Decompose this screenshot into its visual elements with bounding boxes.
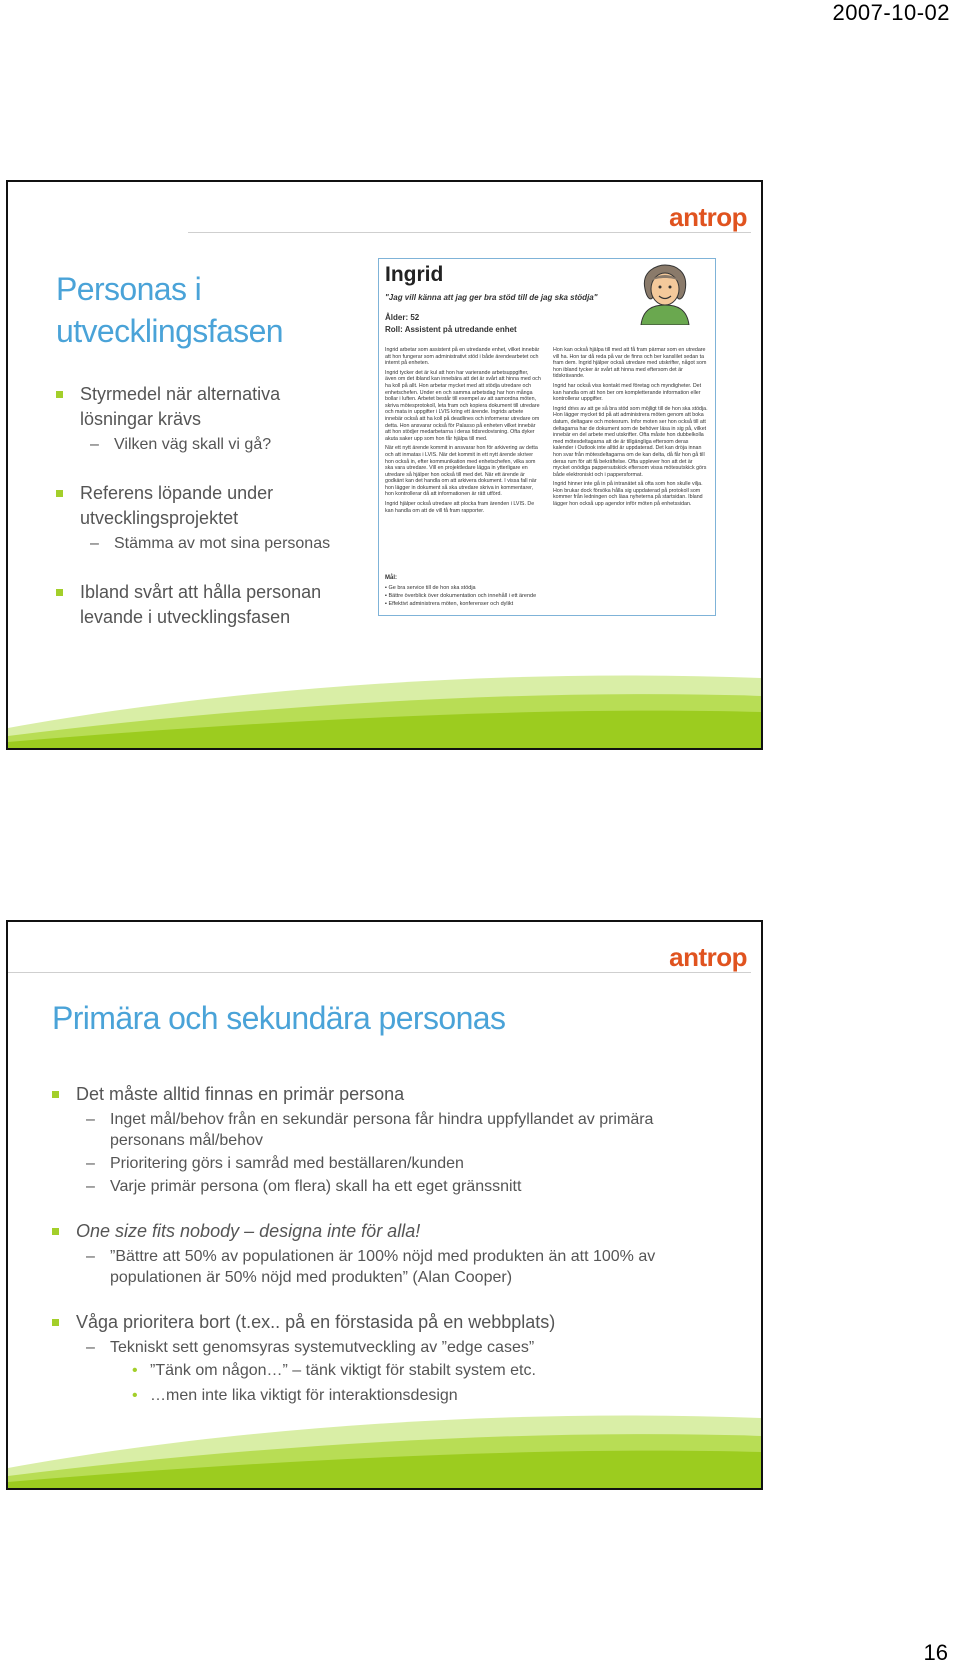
sub-bullet: – Varje primär persona (om flera) skall ha ett eget gränssnitt <box>52 1176 732 1197</box>
persona-card <box>378 258 716 616</box>
bullet-list <box>56 382 356 630</box>
persona-avatar-icon <box>627 263 703 325</box>
goal-item: ▪ Ge bra service till de hon ska stödja <box>385 584 536 592</box>
sub-bullet: – ”Bättre att 50% av populationen är 100% nöjd med produkten än att 100% av populationen är 50% nöjd med produkten” (Alan Cooper) <box>52 1246 732 1288</box>
sub-bullet: – Tekniskt sett genomsyras systemutveckling av ”edge cases” <box>52 1337 732 1358</box>
header-rule <box>188 232 751 233</box>
goal-item: ▪ Effektivt administrera möten, konferenser och dylikt <box>385 600 536 608</box>
bullet: Referens löpande under utvecklingsprojektet <box>56 481 356 531</box>
sub-sub-bullet: • ”Tänk om någon…” – tänk viktigt för stabilt system etc. <box>52 1358 732 1383</box>
bullet: Det måste alltid finnas en primär persona <box>52 1082 732 1107</box>
bullet: One size fits nobody – designa inte för alla! <box>52 1219 732 1244</box>
bullet: Ibland svårt att hålla personan levande i utvecklingsfasen <box>56 580 356 630</box>
persona-goals-list <box>385 584 536 608</box>
antrop-logo: antrop <box>669 202 747 232</box>
slide-primara-sekundara-personas <box>6 920 763 1490</box>
persona-text-right: Hon kan också hjälpa till med att få fram pärmar som en utredare vill ha. Hon tar då reda på var de finns och ber kanslilet sedan ta fram dem. Ingrid hjälper också utredare med utskrifter, något som hon ibland tycker är svårt att hinna med eftersom det är tidskrävande. Ingrid har också viss kontakt med företag och myndigheter. Det kan handla om att hon ber om kompletterande information eller kontrollerar uppgifter. Ingrid drivs av att ge så bra stöd som möjligt till de hon ska stödja. Hon lägger mycket tid på att administrera möten genom att boka datum, deltagare och motesrum. Infor moten ser hon också till att deltagarna har de dokument som de behöver läsa in sig på, vilket innebär en del arbete med utskrifter. Ofta måste hon dubbelkolla med mötesdeltagarna att de är tillgängliga eftersom deras kalender i Outlook inte alltid är uppdaterad. Det kan dröja innan hon svar från mötesdeltagarna om de kan delta, då får hon gå till deras rum för att få bekräftelse. Ofta upplever hon att det är mycket onödiga pappersutskick eftersom vissa mötesutskick görs både elektroniskt och i pappersformat. Ingrid hinner inte gå in på intranätet så ofta som hon skulle vilja. Hon brukar dock försöka hålla sig uppdaterad på protokoll som kommer från ledningen och läsa nyheterna på startsidan. Ibland lägger hon också upp agendor inför möten på enhetssidan. <box>553 347 708 508</box>
sub-sub-bullet: • …men inte lika viktigt för interaktionsdesign <box>52 1383 732 1408</box>
slide-title: Primära och sekundära personas <box>52 1000 506 1036</box>
persona-age: Ålder: 52 <box>385 313 420 322</box>
sub-bullet: – Stämma av mot sina personas <box>56 533 356 554</box>
sub-bullet: – Vilken väg skall vi gå? <box>56 434 356 455</box>
bullet: Våga prioritera bort (t.ex.. på en förstasida på en webbplats) <box>52 1310 732 1335</box>
bullet: Styrmedel när alternativa lösningar krävs <box>56 382 356 432</box>
persona-quote: "Jag vill känna att jag ger bra stöd till de jag ska stödja" <box>385 293 598 302</box>
slide-personas-utvecklingsfasen <box>6 180 763 750</box>
green-wave-decoration <box>8 1408 761 1488</box>
antrop-logo: antrop <box>669 942 747 972</box>
slide-title: Personas i utvecklingsfasen <box>56 271 283 349</box>
page-number: 16 <box>923 1640 948 1665</box>
sub-bullet: – Prioritering görs i samråd med beställaren/kunden <box>52 1153 732 1174</box>
persona-text-left: Ingrid arbetar som assistent på en utredande enhet, vilket innebär att hon fungerar som administrativt stöd i både ärendearbetet och internt på enheten. Ingrid tycker det är kul att hon har varierande arbetsuppgifter, även om det ibland kan innebära att det är svårt att hinna med och ha koll på allt. Hon arbetar mycket med att stödja utredare och enhetschefen. Under en och samma arbetsdag har hon många bollar i luften. Arbetet består till exempel av att samordna möten, skriva mötesprotokoll, leta fram och kopiera dokument till utredare och mata in uppgifter i LVIS kring ett ärende. Ingrids arbete innebär också att ha koll på deadlines och informerar utredare om detta. Hon ansvarar också för Palasso på enheten vilket innebär att hon stödjer medarbetarna i deras tidsredovisning. Ofta dyker akuta saker upp som hon får hjälpa till med. När ett nytt ärende kommit in ansvarar hon för arkivering av detta och att inmatas i LVIS. När det kommit in ett nytt ärende skriver hon också in, efter kommunikation med enhetschefen, vilka som ska vara utredare. Vill en projektledare lägga in ytterligare en utredare så hjälper hon också till med det. När ett ärende är godkänt kan det handla om att arkivera dokument. I vissa fall när hon lägger in dokument så ska utredare skriva in kommentarer, hon kontrollerar då att informationen är rätt utförd. Ingrid hjälper också utredare att plocka fram ärenden i LVIS. De kan handla om att de vill få fram rapporter. <box>385 347 541 514</box>
persona-goals-heading: Mål: <box>385 575 397 581</box>
green-wave-decoration <box>8 668 761 748</box>
goal-item: ▪ Bättre överblick över dokumentation och innehåll i ett ärende <box>385 592 536 600</box>
header-date: 2007-10-02 <box>832 0 950 25</box>
persona-name: Ingrid <box>385 263 444 286</box>
persona-role: Roll: Assistent på utredande enhet <box>385 325 517 334</box>
header-rule <box>8 972 751 973</box>
sub-bullet: – Inget mål/behov från en sekundär persona får hindra uppfyllandet av primära personans mål/behov <box>52 1109 732 1151</box>
bullet-list <box>52 1082 732 1408</box>
